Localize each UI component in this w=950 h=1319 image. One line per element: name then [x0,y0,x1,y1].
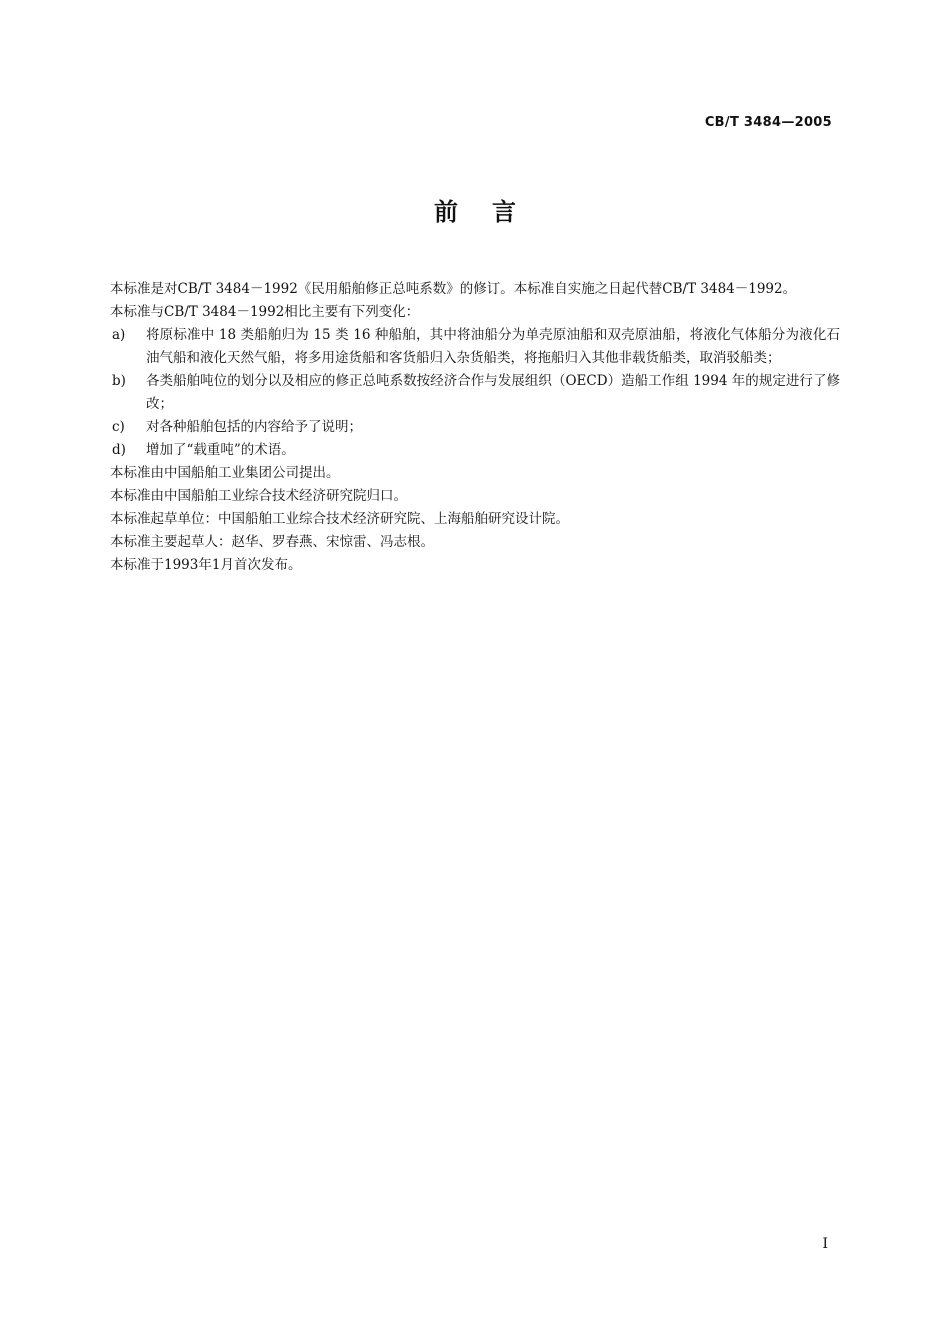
paragraph-changes-intro: 本标准与CB/T 3484－1992相比主要有下列变化： [110,304,420,320]
paragraph-centralized-by: 本标准由中国船舶工业综合技术经济研究院归口。 [110,488,407,504]
page-number: I [822,1236,828,1252]
list-item-text: 对各种船舶包括的内容给予了说明； [146,419,362,435]
paragraph-revision: 本标准是对CB/T 3484－1992《民用船舶修正总吨系数》的修订。本标准自实施之日起代替CB/T 3484－1992。 [110,281,797,297]
foreword-body [80,278,840,577]
list-marker: d) [112,442,126,458]
list-item-change-c [80,416,840,439]
list-item-text: 各类船舶吨位的划分以及相应的修正总吨系数按经济合作与发展组织（OECD）造船工作组 1994 年的规定进行了修改； [146,373,840,412]
paragraph-proposer: 本标准由中国船舶工业集团公司提出。 [110,465,340,481]
list-item-text: 增加了“载重吨”的术语。 [146,442,295,458]
standard-code: CB/T 3484—2005 [704,115,832,130]
list-item-change-a [80,324,840,370]
paragraph-drafting-units: 本标准起草单位：中国船舶工业综合技术经济研究院、上海船舶研究设计院。 [110,511,569,527]
list-item-change-d [80,439,840,462]
list-marker: b) [112,373,126,389]
list-marker: a) [112,327,126,343]
list-item-text: 将原标准中 18 类船舶归为 15 类 16 种船舶，其中将油船分为单壳原油船和双壳原油船，将液化气体船分为液化石油气船和液化天然气船，将多用途货船和客货船归入杂货船类，将拖船归入其他非载货船类，取消驳船类； [146,327,840,366]
paragraph-drafters: 本标准主要起草人：赵华、罗春燕、宋惊雷、冯志根。 [110,534,434,550]
page-title: 前言 [434,198,550,226]
list-item-change-b [80,370,840,416]
paragraph-first-issue: 本标准于1993年1月首次发布。 [110,557,302,573]
list-marker: c) [112,419,125,435]
